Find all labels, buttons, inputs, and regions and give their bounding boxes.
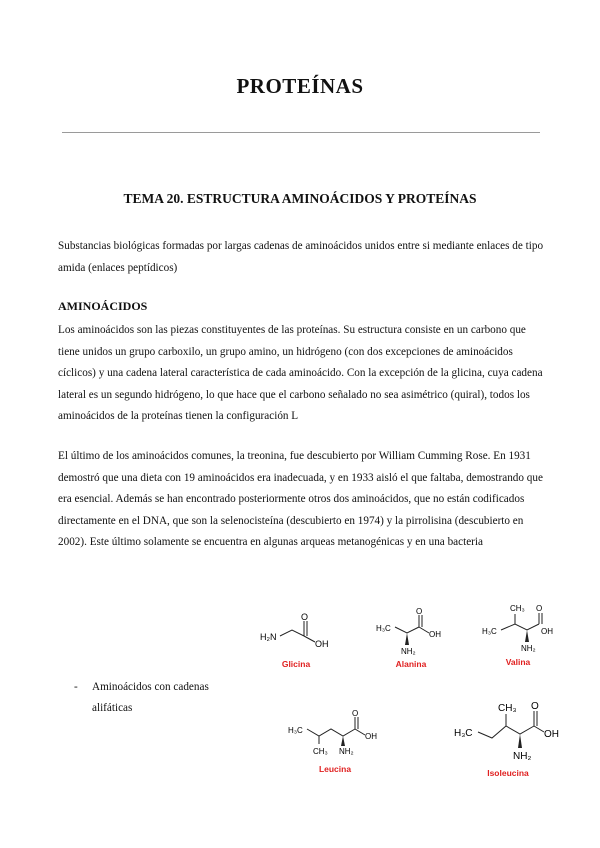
valina-nh2-label: NH₂ bbox=[521, 644, 536, 653]
alanina-diagram bbox=[374, 607, 448, 658]
title-divider bbox=[62, 132, 540, 133]
history-paragraph: El último de los aminoácidos comunes, la treonina, fue descubierto por William Cumming Rose. En 1931 demostró que una dieta con 19 aminoácidos era inadecuada, y en 1933 aisló el que faltaba, demostrando que era esencial. Además se han encontrado posteriormente otros dos aminoácidos, que no están codificados directamente en el DNA, que son la selenocisteína (descubierto en 1974) y la pirrolisina (descubierto en 2002). Este último solamente se encuentra en algunas arqueas metanogénicas y en una bacteria bbox=[58, 450, 543, 548]
glicina-label: Glicina bbox=[281, 659, 311, 669]
isoleucina-bonds bbox=[478, 726, 534, 738]
valina-label: Valina bbox=[505, 657, 531, 667]
isoleucina-wedge-bond bbox=[518, 734, 522, 748]
leucina-nh2-label: NH₂ bbox=[339, 747, 354, 756]
alanina-h3c-label: H₃C bbox=[376, 624, 391, 633]
valina-ch3-label: CH₃ bbox=[510, 604, 525, 613]
isoleucina-o-label: O bbox=[531, 701, 539, 712]
isoleucina-h3c-label: H₃C bbox=[454, 728, 473, 739]
alanina-label: Alanina bbox=[395, 659, 427, 669]
valina-wedge-bond bbox=[525, 630, 529, 642]
glicina-o-label: O bbox=[301, 612, 309, 622]
glicina-nh2-label: H₂N bbox=[260, 632, 277, 642]
isoleucina-structure bbox=[452, 698, 564, 782]
glicina-oh-label: OH bbox=[315, 639, 329, 649]
glicina-bonds bbox=[280, 630, 304, 636]
alanina-bonds bbox=[395, 627, 419, 633]
leucina-oh-bond bbox=[355, 729, 365, 735]
isoleucina-oh-bond bbox=[534, 726, 544, 732]
aminoacidos-heading: AMINOÁCIDOS bbox=[58, 299, 148, 313]
leucina-wedge-bond bbox=[341, 736, 345, 746]
alanina-wedge-bond bbox=[405, 633, 409, 645]
valina-oh-label: OH bbox=[541, 627, 553, 636]
isoleucina-diagram bbox=[452, 698, 564, 764]
intro-paragraph: Substancias biológicas formadas por largas cadenas de aminoácidos unidos entre si mediante enlaces de tipo amida (enlaces peptídicos) bbox=[58, 240, 544, 274]
glicina-structure bbox=[258, 612, 334, 672]
leucina-ch3-label: CH₃ bbox=[313, 747, 328, 756]
isoleucina-nh2-label: NH₂ bbox=[513, 751, 532, 762]
isoleucina-ch3-label: CH₃ bbox=[498, 703, 517, 714]
leucina-diagram bbox=[286, 709, 384, 762]
alanina-oh-label: OH bbox=[429, 630, 441, 639]
valina-structure bbox=[480, 600, 556, 670]
leucina-h3c-label: H₃C bbox=[288, 726, 303, 735]
alanina-oh-bond bbox=[419, 627, 429, 633]
glicina-oh-bond bbox=[304, 636, 315, 642]
valina-h3c-label: H₃C bbox=[482, 627, 497, 636]
bullet-dash: - bbox=[74, 681, 78, 693]
leucina-bonds bbox=[307, 729, 355, 736]
valina-bonds bbox=[501, 624, 539, 630]
valina-o-label: O bbox=[536, 604, 543, 613]
alanina-o-label: O bbox=[416, 607, 423, 616]
leucina-oh-label: OH bbox=[365, 732, 377, 741]
section-title: TEMA 20. ESTRUCTURA AMINOÁCIDOS Y PROTEÍNAS bbox=[123, 191, 477, 206]
valina-diagram bbox=[480, 600, 556, 656]
alanina-structure bbox=[374, 607, 448, 672]
bullet-text: Aminoácidos con cadenas alifáticas bbox=[92, 681, 209, 714]
glicina-diagram bbox=[258, 612, 334, 658]
leucina-o-label: O bbox=[352, 709, 359, 718]
page-title: PROTEÍNAS bbox=[236, 74, 364, 98]
aminoacidos-paragraph: Los aminoácidos son las piezas constituyentes de las proteínas. Su estructura consiste en un carbono que tiene unidos un grupo carboxilo, un grupo amino, un hidrógeno (con dos excepciones de aminoácidos cíclicos) y una cadena lateral característica de cada aminoácido. Con la excepción de la glicina, cuya cadena lateral es un segundo hidrógeno, lo que hace que el carbono señalado no sea asimétrico (quiral), todos los aminoácidos de la proteínas tienen la configuración L bbox=[58, 324, 543, 422]
alanina-nh2-label: NH₂ bbox=[401, 647, 416, 656]
leucina-label: Leucina bbox=[318, 764, 352, 774]
leucina-structure bbox=[286, 709, 384, 778]
isoleucina-label: Isoleucina bbox=[487, 768, 529, 778]
isoleucina-oh-label: OH bbox=[544, 729, 559, 740]
